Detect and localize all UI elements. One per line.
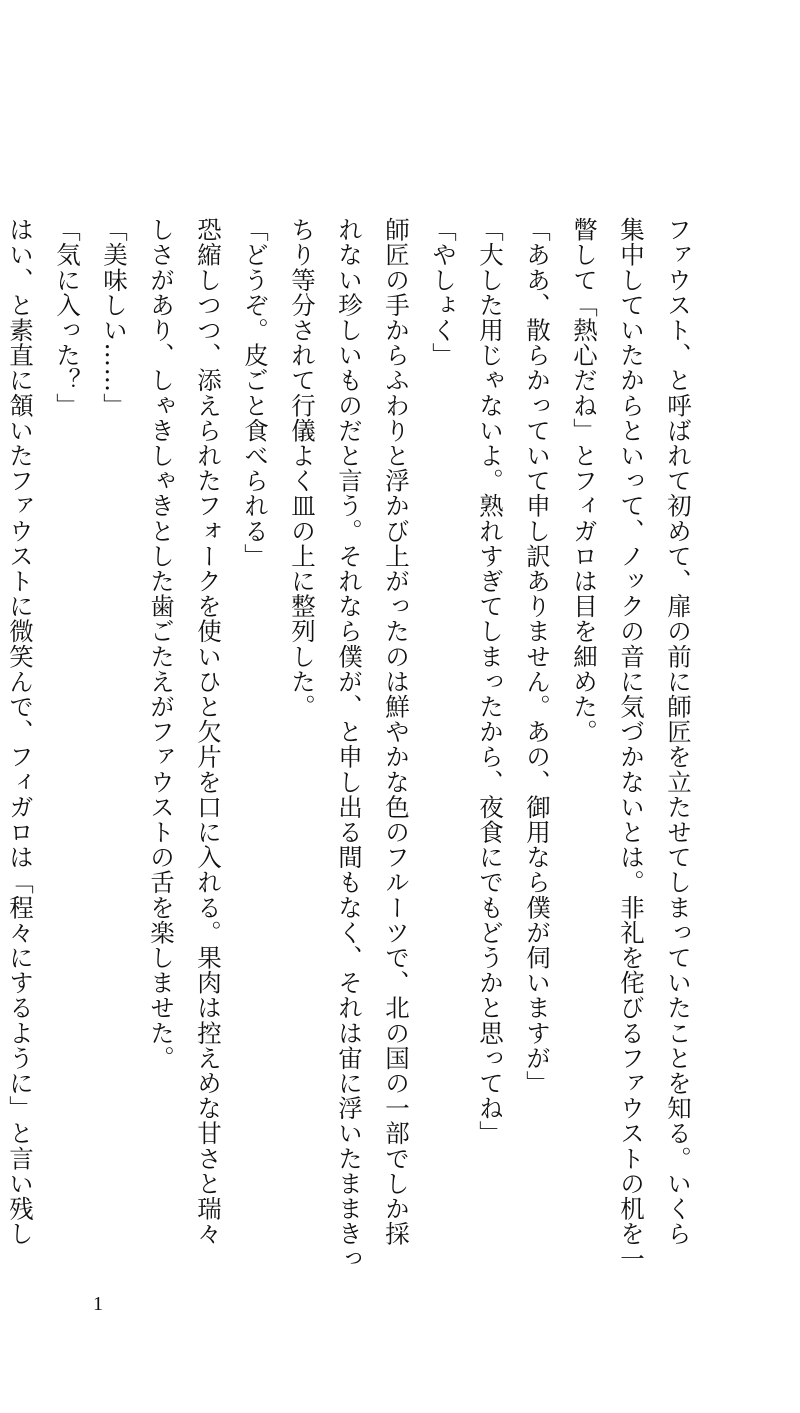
text-line-9: ちり等分されて行儀よく皿の上に整列した。 xyxy=(288,217,317,719)
text-line-10: 「どうぞ。皮ごと食べられる」 xyxy=(241,217,270,569)
text-line-11: 恐縮しつつ、添えられたフォークを使いひと欠片を口に入れる。果肉は控えめな甘さと瑞々 xyxy=(194,217,223,1247)
text-line-8: れない珍しいものだと言う。それなら僕が、と申し出る間もなく、それは宙に浮いたままきっ xyxy=(335,217,364,1272)
text-line-13: 「美味しい……」 xyxy=(100,217,129,418)
text-line-1: ファウスト、と呼ばれて初めて、扉の前に師匠を立たせてしまっていたことを知る。いくら xyxy=(664,217,693,1247)
page-number: 1 xyxy=(93,1293,103,1315)
text-line-14: 「気に入った？」 xyxy=(53,217,82,418)
text-line-7: 師匠の手からふわりと浮かび上がったのは鮮やかな色のフルーツで、北の国の一部でしか採 xyxy=(382,217,411,1247)
body-text xyxy=(0,217,702,1272)
text-line-12: しさがあり、しゃきしゃきとした歯ごたえがファウストの舌を楽しませた。 xyxy=(147,217,176,1071)
text-line-6: 「やしょく」 xyxy=(429,217,458,368)
text-line-2: 集中していたからといって、ノックの音に気づかないとは。非礼を侘びるファウストの机を一 xyxy=(617,217,646,1272)
text-line-4: 「ああ、散らかっていて申し訳ありません。あの、御用なら僕が伺いますが」 xyxy=(523,217,552,1096)
text-line-5: 「大した用じゃないよ。熟れすぎてしまったから、夜食にでもどうかと思ってね」 xyxy=(476,217,505,1146)
text-line-15: はい、と素直に頷いたファウストに微笑んで、フィガロは「程々にするように」と言い残し xyxy=(6,217,35,1247)
text-line-3: 瞥して「熱心だね」とフィガロは目を細めた。 xyxy=(570,217,599,745)
